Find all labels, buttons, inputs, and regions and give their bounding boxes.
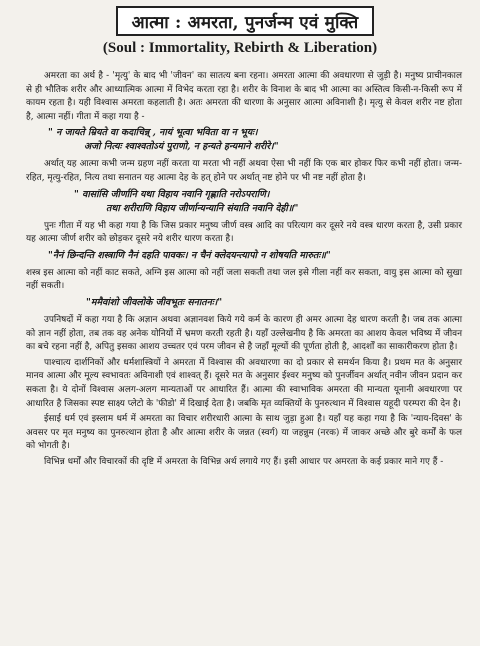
gita-verse-line: " वासांसि जीर्णानि यथा विहाय नवानि गृह्णाति नरोऽपराणि। — [74, 188, 270, 200]
paragraph: अमरता का अर्थ है - 'मृत्यु' के बाद भी 'जीवन' का सातत्य बना रहना। अमरता आत्मा की अवधारणा से जुड़ी है। मनुष्य प्राचीनकाल से ही भौतिक शरीर और आध्यात्मिक आत्मा में विभेद करता रहा है। शरीर के विनाश के बाद भी आत्मा का अस्तित्व किसी-न-किसी रूप में कायम रहता है। यही विश्वास अमरता कहलाती है। अतः अमरता की धारणा के अनुसार आत्मा अविनाशी है। मृत्यु से केवल शरीर नष्ट होता है, आत्मा नहीं। गीता में कहा गया है - — [26, 71, 462, 122]
hindi-title: आत्मा : अमरता, पुनर्जन्म एवं मुक्ति — [131, 12, 359, 33]
document-body — [26, 70, 462, 471]
paragraph: उपनिषदों में कहा गया है कि अज्ञान अथवा अज्ञानवश किये गये कर्म के कारण ही अमर आत्मा देह धारण करती है। जब तक आत्मा को ज्ञान नहीं होता, तब तक वह अनेक योनियों में भ्रमण करती रहती है। यहाँ उल्लेखनीय है कि अमरता का आशय केवल भविष्य में जीवन का बचे रहना नहीं है, अपितु इसका आशय उच्चतर एवं परम जीवन से है जहाँ मूल्यों की पूर्णता होती है, आदर्शों का साकारीकरण होता है। — [26, 314, 462, 353]
gita-verse-line: तथा शरीराणि विहाय जीर्णान्यन्यानि संयाति नवानि देही॥" — [106, 202, 299, 214]
gita-verse: "ममैवांशो जीवलोके जीवभूतः सनातनः।" — [86, 296, 223, 308]
title-box — [116, 6, 374, 36]
paragraph: ईसाई धर्म एवं इस्लाम धर्म में अमरता का विचार शरीरधारी आत्मा के साथ जुड़ा हुआ है। यहाँ यह कहा गया है कि 'न्याय-दिवस' के अवसर पर मृत मनुष्य का पुनरुत्थान होता है और आत्मा शरीर के जन्नत (स्वर्ग) या जहन्नुम (नरक) में जाकर अच्छे और बुरे कर्मों के फल को भोगती है। — [26, 414, 462, 452]
gita-verse-line: " न जायते म्रियते वा कदाचिन्न् , नायं भूत्वा भविता वा न भूयः। — [48, 127, 258, 139]
paragraph: अर्थात् यह आत्मा कभी जन्म ग्रहण नहीं करता या मरता भी नहीं अथवा ऐसा भी नहीं कि एक बार होकर फिर कभी नहीं होता। जन्म-रहित, मृत्यु-रहित, नित्य तथा सनातन यह आत्मा देह के हत् होने पर अर्थात् नष्ट होने पर भी नष्ट नहीं होता है। — [26, 159, 462, 183]
gita-verse: "नैनं छिन्दन्ति शस्त्राणि नैनं दहति पावकः। न चैनं क्लेदयन्त्यापो न शोषयति मारुतः॥" — [48, 249, 331, 261]
paragraph: पुनः गीता में यह भी कहा गया है कि जिस प्रकार मनुष्य जीर्ण वस्त्र आदि का परित्याग कर दूसरे नये वस्त्र धारण करता है, उसी प्रकार यह आत्मा जीर्ण शरीर को छोड़कर दूसरे नये शरीर धारण करता है। — [26, 220, 462, 245]
paragraph: पाश्चात्य दार्शनिकों और धर्मशास्त्रियों ने अमरता में विश्वास की अवधारणा का दो प्रकार से समर्थन किया है। प्रथम मत के अनुसार मानव आत्मा और मूल्य स्वभावतः अविनाशी एवं शाश्वत् हैं। दूसरे मत के अनुसार ईश्वर मनुष्य को पुनर्जीवन अर्थात् नवीन जीवन प्रदान कर सकता है। ये दोनों विश्वास अलग-अलग मान्यताओं पर आधारित हैं। आत्मा की स्वाभाविक अमरता की मान्यता यूनानी अवधारणा पर आधारित है जिसका स्पष्ट साक्ष्य प्लेटो के 'फीडो' में दिखाई देता है। जबकि मृत व्यक्तियों के पुनरुत्थान में विश्वास यहूदी परम्परा की देन है। — [26, 357, 462, 409]
gita-verse-line: अजो नित्यः श्वाश्वतोऽयं पुराणो, न हन्यते हन्यमाने शरीरे।" — [84, 141, 279, 153]
english-subtitle: (Soul : Immortality, Rebirth & Liberation) — [102, 40, 378, 56]
paragraph: शस्त्र इस आत्मा को नहीं काट सकते, अग्नि इस आत्मा को नहीं जला सकती तथा जल इसे गीला नहीं कर सकता, वायु इस आत्मा को सुखा नहीं सकती। — [26, 267, 462, 292]
paragraph: विभिन्न धर्मों और विचारकों की दृष्टि में अमरता के विभिन्न अर्थ लगाये गए हैं। इसी आधार पर अमरता के कई प्रकार माने गए हैं - — [44, 456, 444, 467]
